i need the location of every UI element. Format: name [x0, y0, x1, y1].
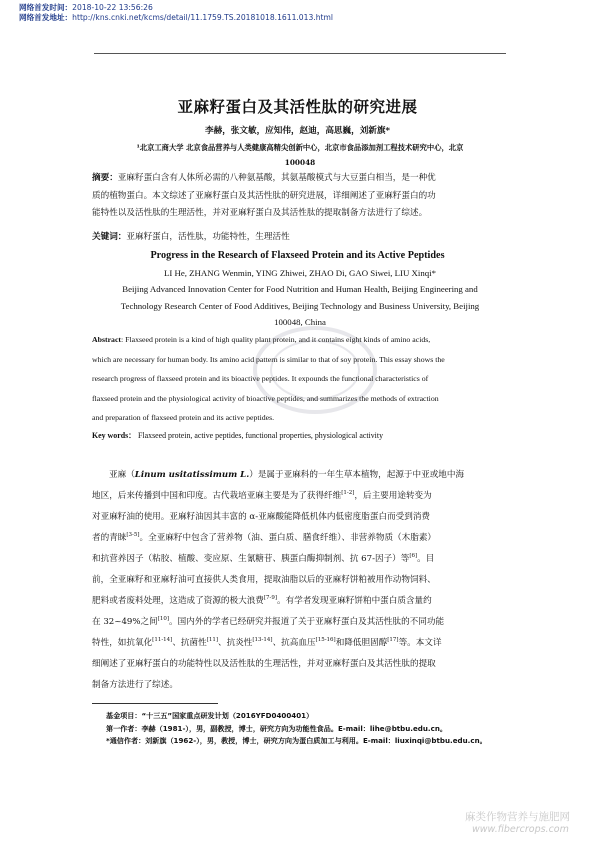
- body-line: 对亚麻籽油的使用。亚麻籽油因其丰富的 α-亚麻酸能降低机体内低密度脂蛋白而受到消费: [92, 512, 431, 522]
- body-line: 特性，如抗氧化[11-14]、抗菌性[11]、抗炎性[13-14]、抗高血压[15-16]和降低胆固醇[17]等。本文详: [92, 637, 442, 648]
- body-line: 在 32~49%之间[10]。国内外的学者已经研究并报道了关于亚麻籽蛋白及其活性肽的不同功能: [92, 616, 445, 627]
- body-line: 细阐述了亚麻籽蛋白的功能特性以及活性肽的生理活性，并对亚麻籽蛋白及其活性肽的提取: [92, 659, 436, 669]
- body-line: 肥料或者废料处理，这造成了资源的极大浪费[7-9]。有学者发现亚麻籽饼粕中蛋白质含量约: [92, 595, 432, 606]
- body-line: 者的青睐[3-5]。全亚麻籽中包含了营养物（油、蛋白质、膳食纤维）、非营养物质（木脂素）: [92, 532, 437, 543]
- footnotes: [106, 710, 511, 748]
- abstract-en-line: flaxseed protein and the physiological activity of bioactive peptides, and summarizes the methods of extraction: [92, 393, 439, 403]
- keywords-cn: [92, 229, 507, 247]
- abstract-en-line: : Flaxseed protein is a kind of high quality plant protein, and it contains eight kinds of amino acids,: [121, 335, 431, 344]
- paper-title-en: Progress in the Research of Flaxseed Protein and its Active Peptides: [150, 250, 445, 261]
- citation: [15-16]: [315, 637, 336, 644]
- affiliation-en-line: 100048, China: [274, 317, 326, 328]
- abstract-cn-line: 能特性以及活性肽的生理活性，并对亚麻籽蛋白及其活性肽的提取制备方法进行了综述。: [92, 208, 428, 219]
- citation: [1-2]: [341, 490, 355, 497]
- body-line: 制备方法进行了综述。: [92, 680, 178, 690]
- citation: [11-14]: [152, 637, 173, 644]
- site-watermark-url: www.fibercrops.com: [472, 824, 569, 835]
- citation: [11]: [206, 637, 219, 644]
- authors-en: LI He, ZHANG Wenmin, YING Zhiwei, ZHAO Di, GAO Siwei, LIU Xinqi*: [164, 268, 436, 278]
- footnote-rule: [92, 703, 218, 704]
- pub-time-value: 2018-10-22 13:56:26: [72, 3, 153, 12]
- citation: [13-14]: [252, 637, 273, 644]
- citation: [10]: [157, 616, 170, 623]
- footnote-funding: 基金项目：“十三五”国家重点研发计划（2016YFD0400401）: [106, 711, 314, 720]
- keywords-en: [92, 430, 507, 441]
- abstract-cn-line: 质的植物蛋白。本文综述了亚麻籽蛋白及其活性肽的研究进展，详细阐述了亚麻籽蛋白的功: [92, 190, 436, 201]
- affiliation-cn: [92, 140, 508, 170]
- affiliation-cn-line: ¹北京工商大学 北京食品营养与人类健康高精尖创新中心，北京市食品添加剂工程技术研究中心，北京: [136, 143, 464, 152]
- keywords-cn-label: 关键词：: [92, 232, 127, 242]
- abstract-cn: [92, 170, 507, 223]
- authors-cn: 李赫，张文敏，应知伟，赵迪，高思巍，刘新旗*: [205, 126, 390, 136]
- body-line: 地区，后来传播到中国和印度。古代栽培亚麻主要是为了获得纤维[1-2]，后主要用途转变为: [92, 490, 432, 501]
- body-introduction: [92, 465, 508, 696]
- affiliation-en: [92, 281, 508, 331]
- footnote-first-author: 第一作者：李赫（1981-），男，副教授，博士，研究方向为功能性食品。E-mail：lihe@btbu.edu.cn。: [106, 723, 447, 733]
- header-rule: [94, 53, 506, 54]
- online-pub-time: [19, 3, 153, 13]
- scientific-name: Linum usitatissimum L.: [134, 470, 250, 480]
- pub-url-link[interactable]: http://kns.cnki.net/kcms/detail/11.1759.TS.20181018.1611.013.html: [72, 13, 334, 22]
- footnote-corresponding-author: *通信作者：刘新旗（1962-），男，教授，博士，研究方向为蛋白质加工与利用。E-mail：liuxinqi@btbu.edu.cn。: [106, 736, 487, 746]
- abstract-cn-label: 摘要：: [92, 173, 118, 183]
- abstract-en-label: Abstract: [92, 335, 122, 344]
- pub-time-label: 网络首发时间：: [19, 3, 73, 12]
- citation: [7-9]: [263, 595, 278, 602]
- keywords-cn-text: 亚麻籽蛋白，活性肽，功能特性，生理活性: [126, 232, 290, 242]
- body-line: 和抗营养因子（粘胶、植酸、变应原、生氰糖苷、胰蛋白酶抑制剂、抗 67-因子）等[6]。目: [92, 553, 435, 564]
- affiliation-en-line: Technology Research Center of Food Additives, Beijing Technology and Business University, Beijing: [120, 300, 480, 311]
- citation: [17]: [387, 637, 399, 644]
- keywords-en-text: Flaxseed protein, active peptides, functional properties, physiological activity: [136, 431, 384, 440]
- abstract-en-line: and preparation of flaxseed protein and its active peptides.: [92, 413, 275, 423]
- pub-url-label: 网络首发地址：: [19, 13, 73, 22]
- abstract-cn-line: 亚麻籽蛋白含有人体所必需的八种氨基酸，其氨基酸模式与大豆蛋白相当，是一种优: [117, 173, 436, 183]
- citation: [3-5]: [126, 532, 140, 539]
- abstract-en-line: research progress of flaxseed protein and its bioactive peptides. It expounds the functional characteristics of: [92, 374, 429, 384]
- citation: [6]: [409, 553, 418, 560]
- keywords-en-label: Key words：: [92, 431, 137, 440]
- body-line: 前，全亚麻籽和亚麻籽油可直接供人类食用，提取油脂以后的亚麻籽饼粕被用作动物饲料、: [92, 575, 436, 585]
- online-pub-url: [19, 13, 333, 23]
- affiliation-cn-line: 100048: [284, 158, 316, 167]
- site-watermark: 麻类作物营养与施肥网: [465, 811, 570, 823]
- abstract-en: [92, 330, 507, 428]
- affiliation-en-line: Beijing Advanced Innovation Center for Food Nutrition and Human Health, Beijing Engineering and: [122, 284, 478, 294]
- abstract-en-line: which are necessary for human body. Its amino acid pattern is similar to that of soy protein. This essay shows the: [92, 354, 445, 364]
- paper-title-cn: 亚麻籽蛋白及其活性肽的研究进展: [177, 97, 418, 116]
- body-line: 亚麻（Linum usitatissimum L.）是属于亚麻科的一年生草本植物，起源于中亚或地中海: [109, 470, 465, 480]
